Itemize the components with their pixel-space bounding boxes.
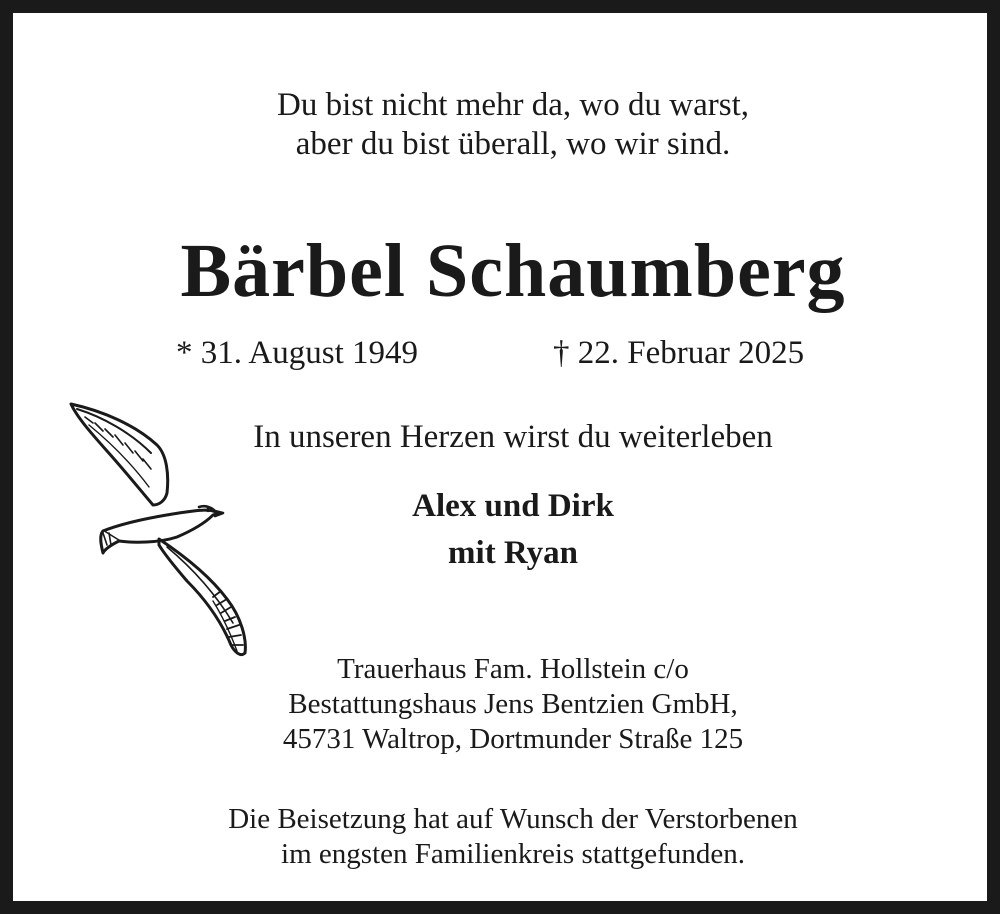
death-date: † 22. Februar 2025 (553, 335, 805, 371)
burial-note-line-1: Die Beisetzung hat auf Wunsch der Verstorbenen (228, 803, 798, 835)
address-line-3: 45731 Waltrop, Dortmunder Straße 125 (282, 723, 744, 755)
birth-date: * 31. August 1949 (176, 335, 419, 371)
memorial-sentence: In unseren Herzen wirst du weiterleben (253, 419, 773, 455)
address-line-2: Bestattungshaus Jens Bentzien GmbH, (288, 688, 738, 720)
address-line-1: Trauerhaus Fam. Hollstein c/o (337, 653, 689, 685)
deceased-name: Bärbel Schaumberg (180, 229, 846, 313)
life-dates (13, 333, 1000, 373)
mourners-line-2: mit Ryan (448, 535, 578, 571)
quote-line-2: aber du bist überall, wo wir sind. (295, 126, 731, 162)
mourners-line-1: Alex und Dirk (412, 488, 614, 524)
burial-note-line-2: im engsten Familienkreis stattgefunden. (281, 838, 745, 870)
quote-line-1: Du bist nicht mehr da, wo du warst, (276, 87, 749, 123)
